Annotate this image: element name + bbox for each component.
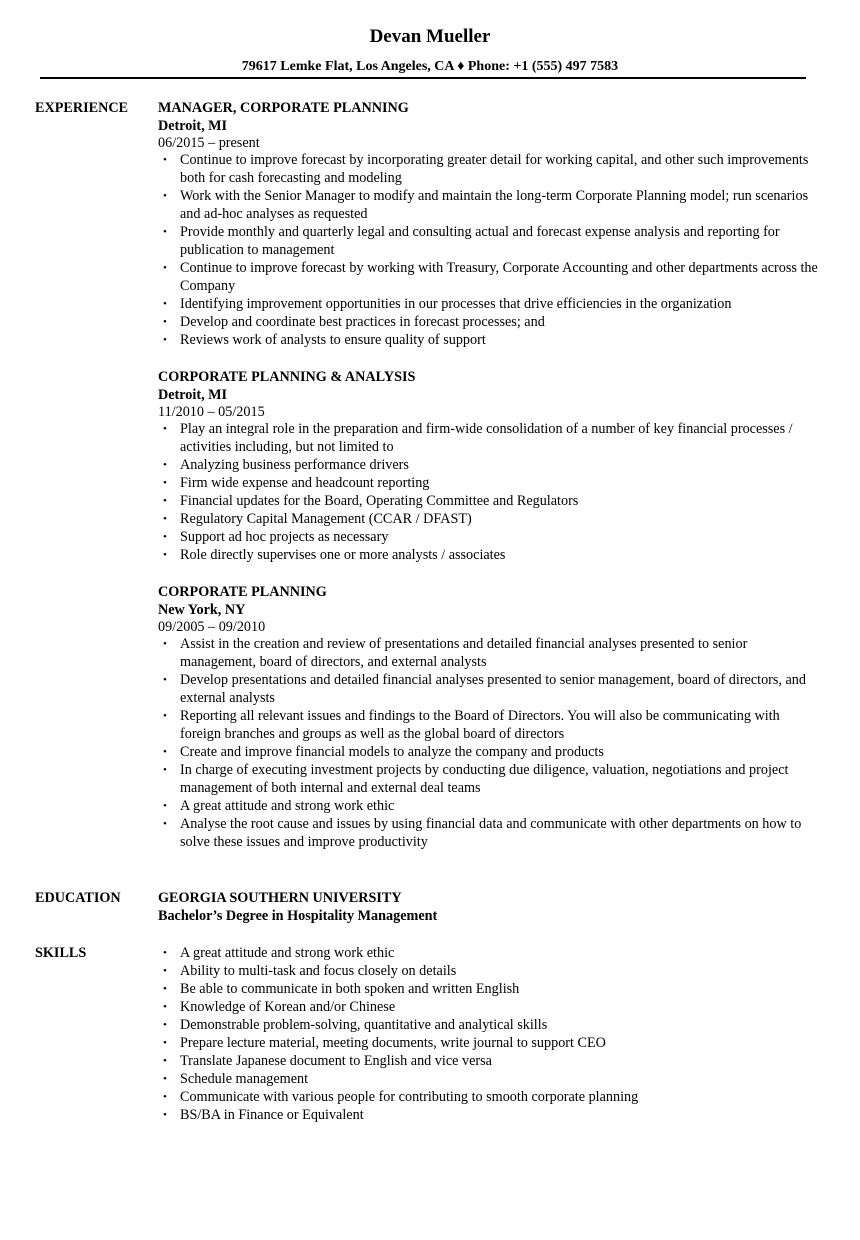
list-item — [158, 1016, 818, 1034]
list-item — [158, 295, 818, 313]
bullet-text: Develop and coordinate best practices in forecast processes; and — [180, 314, 545, 330]
list-item — [158, 671, 818, 707]
bullet-icon: • — [163, 674, 167, 686]
bullet-icon: • — [163, 154, 167, 166]
bullet-icon: • — [163, 1037, 167, 1049]
bullet-icon: • — [163, 423, 167, 435]
job-title: CORPORATE PLANNING — [158, 584, 327, 600]
list-item — [158, 313, 818, 331]
list-item — [158, 1070, 818, 1088]
list-item — [158, 546, 818, 564]
job-location: New York, NY — [158, 602, 246, 618]
skill-text: A great attitude and strong work ethic — [180, 945, 395, 961]
experience-label: EXPERIENCE — [35, 100, 129, 116]
bullet-text: Identifying improvement opportunities in our processes that drive efficiencies in the organization — [180, 296, 732, 312]
bullet-text: Analyse the root cause and issues by using financial data and communicate with other departments on how to solve these issues and improve productivity — [180, 816, 802, 850]
list-item — [158, 456, 818, 474]
list-item — [158, 510, 818, 528]
bullet-text: Regulatory Capital Management (CCAR / DFAST) — [180, 511, 472, 527]
bullet-icon: • — [163, 764, 167, 776]
bullet-text: Develop presentations and detailed financial analyses presented to senior management, board of directors, and external analysts — [180, 672, 806, 706]
job-entry — [158, 368, 818, 564]
bullet-icon: • — [163, 226, 167, 238]
list-item — [158, 944, 818, 962]
skills-list — [158, 944, 818, 1124]
bullet-icon: • — [163, 1091, 167, 1103]
bullet-icon: • — [163, 710, 167, 722]
bullet-icon: • — [163, 549, 167, 561]
job-bullets — [158, 635, 818, 851]
bullet-text: Firm wide expense and headcount reporting — [180, 475, 430, 491]
bullet-text: In charge of executing investment projects by conducting due diligence, valuation, negotiations and project management of both internal and external deal teams — [180, 762, 789, 796]
bullet-text: Continue to improve forecast by working with Treasury, Corporate Accounting and other departments across the Company — [180, 260, 818, 294]
list-item — [158, 492, 818, 510]
bullet-icon: • — [163, 638, 167, 650]
bullet-icon: • — [163, 947, 167, 959]
list-item — [158, 962, 818, 980]
job-dates: 06/2015 – present — [158, 135, 260, 151]
job-title: CORPORATE PLANNING & ANALYSIS — [158, 369, 416, 385]
skill-text: Ability to multi-task and focus closely on details — [180, 963, 457, 979]
job-dates: 09/2005 – 09/2010 — [158, 619, 266, 635]
skill-text: Demonstrable problem-solving, quantitative and analytical skills — [180, 1017, 548, 1033]
job-location: Detroit, MI — [158, 387, 228, 403]
list-item — [158, 331, 818, 349]
bullet-icon: • — [163, 983, 167, 995]
list-item — [158, 998, 818, 1016]
bullet-icon: • — [163, 513, 167, 525]
job-dates: 11/2010 – 05/2015 — [158, 404, 265, 420]
job-entry — [158, 99, 818, 349]
bullet-icon: • — [163, 495, 167, 507]
job-entry — [158, 583, 818, 851]
education-label: EDUCATION — [35, 890, 121, 906]
bullet-text: Create and improve financial models to analyze the company and products — [180, 744, 604, 760]
experience-body — [158, 99, 818, 851]
bullet-text: Work with the Senior Manager to modify and maintain the long-term Corporate Planning model; run scenarios and ad-hoc analyses as requested — [180, 188, 809, 222]
bullet-icon: • — [163, 1001, 167, 1013]
degree: Bachelor’s Degree in Hospitality Management — [158, 908, 438, 924]
list-item — [158, 1106, 818, 1124]
skill-text: Be able to communicate in both spoken and written English — [180, 981, 520, 997]
bullet-icon: • — [163, 477, 167, 489]
skill-text: BS/BA in Finance or Equivalent — [180, 1107, 364, 1123]
bullet-icon: • — [163, 746, 167, 758]
skills-body — [158, 944, 818, 1124]
bullet-icon: • — [163, 1073, 167, 1085]
bullet-icon: • — [163, 316, 167, 328]
skill-text: Translate Japanese document to English and vice versa — [180, 1053, 492, 1069]
list-item — [158, 815, 818, 851]
list-item — [158, 1052, 818, 1070]
list-item — [158, 187, 818, 223]
bullet-icon: • — [163, 459, 167, 471]
job-title: MANAGER, CORPORATE PLANNING — [158, 100, 409, 116]
skill-text: Communicate with various people for contributing to smooth corporate planning — [180, 1089, 639, 1105]
bullet-text: Assist in the creation and review of presentations and detailed financial analyses presented to senior management, board of directors, and external analysts — [180, 636, 748, 670]
list-item — [158, 743, 818, 761]
skills-label: SKILLS — [35, 945, 87, 961]
list-item — [158, 635, 818, 671]
bullet-icon: • — [163, 1019, 167, 1031]
bullet-icon: • — [163, 334, 167, 346]
bullet-text: Role directly supervises one or more analysts / associates — [180, 547, 506, 563]
list-item — [158, 151, 818, 187]
bullet-icon: • — [163, 800, 167, 812]
list-item — [158, 1034, 818, 1052]
list-item — [158, 980, 818, 998]
bullet-icon: • — [163, 190, 167, 202]
bullet-text: Analyzing business performance drivers — [180, 457, 409, 473]
skill-text: Schedule management — [180, 1071, 309, 1087]
bullet-text: Continue to improve forecast by incorporating greater detail for working capital, and other such improvements both for cash forecasting and modeling — [180, 152, 809, 186]
header-divider — [40, 77, 806, 79]
bullet-icon: • — [163, 818, 167, 830]
job-bullets — [158, 151, 818, 349]
bullet-icon: • — [163, 531, 167, 543]
bullet-text: Play an integral role in the preparation and firm-wide consolidation of a number of key financial processes / activities including, but not limited to — [180, 421, 793, 455]
bullet-icon: • — [163, 298, 167, 310]
list-item — [158, 761, 818, 797]
job-location: Detroit, MI — [158, 118, 228, 134]
bullet-text: Financial updates for the Board, Operating Committee and Regulators — [180, 493, 579, 509]
list-item — [158, 1088, 818, 1106]
list-item — [158, 797, 818, 815]
list-item — [158, 707, 818, 743]
bullet-text: Reviews work of analysts to ensure quality of support — [180, 332, 486, 348]
skill-text: Knowledge of Korean and/or Chinese — [180, 999, 396, 1015]
list-item — [158, 420, 818, 456]
bullet-icon: • — [163, 1055, 167, 1067]
education-body — [158, 889, 818, 925]
job-bullets — [158, 420, 818, 564]
school-name: GEORGIA SOUTHERN UNIVERSITY — [158, 890, 402, 906]
list-item — [158, 474, 818, 492]
bullet-icon: • — [163, 1109, 167, 1121]
candidate-name: Devan Mueller — [369, 26, 491, 47]
bullet-text: Reporting all relevant issues and findings to the Board of Directors. You will also be communicating with foreign branches and groups as well as the global board of directors — [180, 708, 780, 742]
bullet-text: Support ad hoc projects as necessary — [180, 529, 389, 545]
bullet-icon: • — [163, 262, 167, 274]
bullet-text: Provide monthly and quarterly legal and consulting actual and forecast expense analysis and reporting for publication to management — [180, 224, 780, 258]
contact-line: 79617 Lemke Flat, Los Angeles, CA ♦ Phone: +1 (555) 497 7583 — [241, 59, 619, 74]
bullet-text: A great attitude and strong work ethic — [180, 798, 395, 814]
list-item — [158, 528, 818, 546]
skill-text: Prepare lecture material, meeting documents, write journal to support CEO — [180, 1035, 606, 1051]
bullet-icon: • — [163, 965, 167, 977]
list-item — [158, 259, 818, 295]
list-item — [158, 223, 818, 259]
